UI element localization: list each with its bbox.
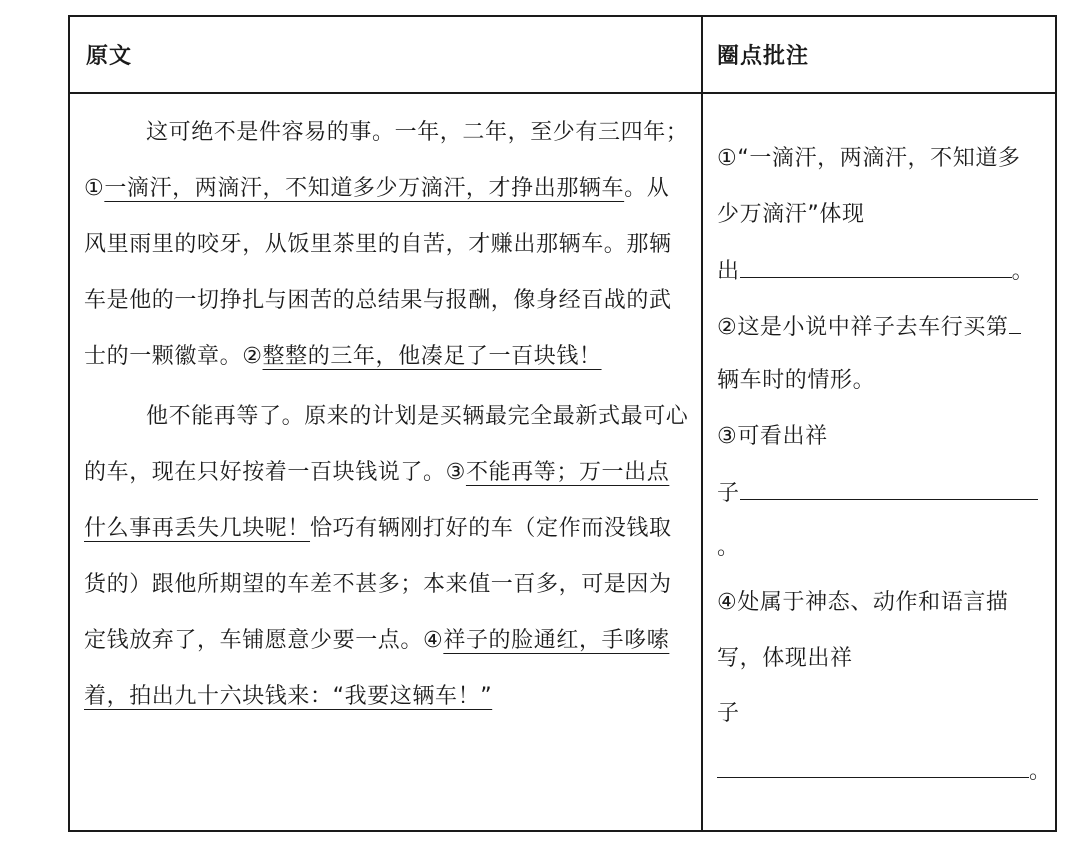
underlined-sentence-4: 祥子的脸通红，手哆嗦着，拍出九十六块钱来：“我要这辆车！” [84, 628, 670, 709]
note-text: 。 [1029, 758, 1052, 784]
passage-text: 。从风里雨里的咬牙，从饭里茶里的自苦，才赚出那辆车。那辆车是他的一切挣扎与困苦的总结果与报酬，像身经百战的武士的一颗徽章。 [84, 176, 672, 369]
header-divider [70, 92, 1055, 94]
note-line: 写，体现出祥 [717, 645, 853, 671]
passage-cell [84, 105, 690, 725]
column-divider [701, 17, 703, 830]
note-line [717, 755, 1052, 811]
note-line: ③可看出祥 [717, 423, 828, 449]
note-line [717, 255, 1047, 311]
underlined-sentence-1: 一滴汗，两滴汗，不知道多少万滴汗，才挣出那辆车 [104, 176, 625, 201]
note-text: ②这是小说中祥子去车行买第 [717, 314, 1009, 340]
note-line [717, 477, 1047, 533]
passage-paragraph-1 [84, 105, 690, 385]
note-line [717, 311, 1047, 367]
passage-text: 这可绝不是件容易的事。一年，二年，至少有三四年； [146, 120, 689, 145]
fill-blank-4[interactable] [717, 755, 1029, 778]
fill-blank-1[interactable] [740, 255, 1012, 278]
note-text: 出 [717, 259, 740, 284]
note-line: 辆车时的情形。 [717, 368, 876, 393]
note-line: 少万滴汗”体现 [717, 201, 865, 227]
marker-4: ④ [423, 628, 444, 653]
passage-paragraph-2 [84, 389, 690, 725]
note-line: 。 [717, 534, 740, 560]
annotations-cell [717, 144, 1052, 810]
note-text: 。 [1011, 259, 1035, 284]
note-line: ①“一滴汗，两滴汗，不知道多 [717, 146, 1021, 171]
passage-text: 他不能再等了。原来的计划是买辆最完全最新式最可心的车，现在只好按着一百块钱说了。 [84, 404, 689, 485]
note-line: 子 [717, 701, 740, 726]
note-text: 子 [717, 481, 740, 506]
fill-blank-2[interactable] [1009, 311, 1021, 334]
annotation-table [68, 15, 1057, 832]
fill-blank-3[interactable] [740, 477, 1038, 500]
note-line: ④处属于神态、动作和语言描 [717, 590, 1009, 615]
header-original-text: 原文 [86, 44, 133, 69]
header-annotations: 圈点批注 [717, 44, 810, 69]
marker-2: ② [242, 344, 263, 369]
underlined-sentence-3: 不能再等；万一出点什么事再丢失几块呢！ [84, 460, 670, 541]
marker-3: ③ [445, 460, 466, 485]
marker-1: ① [84, 176, 105, 201]
underlined-sentence-2: 整整的三年，他凑足了一百块钱！ [262, 344, 602, 369]
passage-text: 恰巧有辆刚打好的车（定作而没钱取货的）跟他所期望的车差不甚多；本来值一百多，可是因为定钱放弃了，车铺愿意少要一点。 [84, 516, 672, 653]
